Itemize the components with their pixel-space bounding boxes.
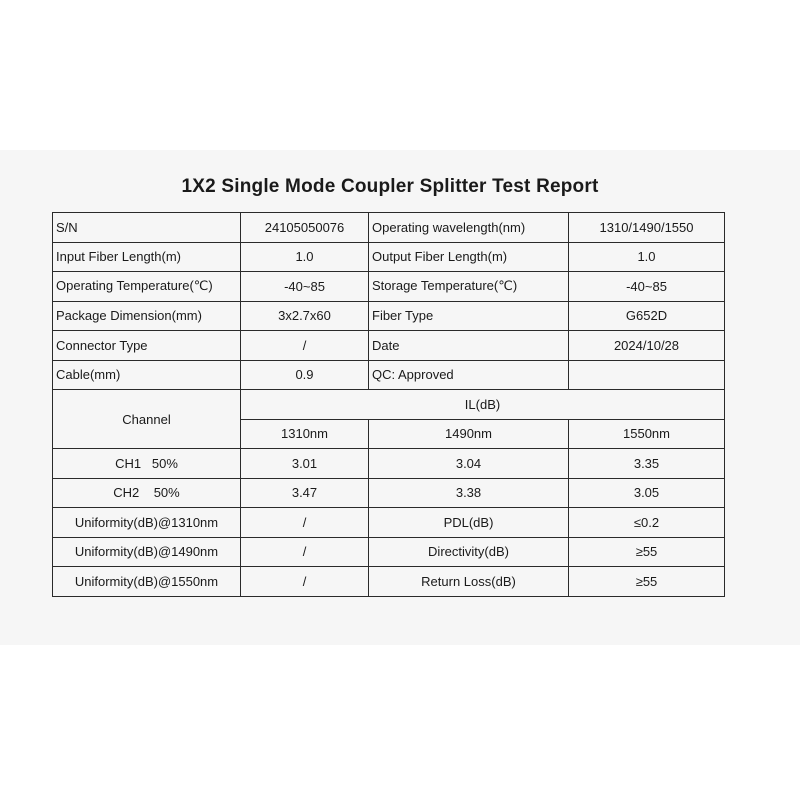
info-row — [53, 301, 725, 331]
uniformity-row — [53, 567, 725, 597]
il-header-row — [53, 390, 725, 420]
channel-row — [53, 478, 725, 508]
uniformity-value: / — [241, 567, 369, 597]
info-label: S/N — [53, 213, 241, 243]
info-value: 3x2.7x60 — [241, 301, 369, 331]
info-label: Package Dimension(mm) — [53, 301, 241, 331]
info-label: Input Fiber Length(m) — [53, 242, 241, 272]
info-value: / — [241, 331, 369, 361]
info-value: 24105050076 — [241, 213, 369, 243]
info-label: Date — [369, 331, 569, 361]
info-label: Storage Temperature(℃) — [369, 272, 569, 302]
channel-name: CH1 50% — [53, 449, 241, 479]
param-label: Directivity(dB) — [369, 537, 569, 567]
il-value: 3.35 — [569, 449, 725, 479]
channel-name: CH2 50% — [53, 478, 241, 508]
info-row — [53, 331, 725, 361]
channel-header: Channel — [53, 390, 241, 449]
il-value: 3.38 — [369, 478, 569, 508]
info-value: -40~85 — [569, 272, 725, 302]
info-row — [53, 213, 725, 243]
uniformity-row — [53, 537, 725, 567]
test-report-table — [52, 212, 725, 597]
uniformity-label: Uniformity(dB)@1550nm — [53, 567, 241, 597]
param-value: ≥55 — [569, 567, 725, 597]
info-row — [53, 360, 725, 390]
il-value: 3.05 — [569, 478, 725, 508]
il-value: 3.01 — [241, 449, 369, 479]
info-label: Operating wavelength(nm) — [369, 213, 569, 243]
param-value: ≤0.2 — [569, 508, 725, 538]
info-label: Operating Temperature(℃) — [53, 272, 241, 302]
info-row — [53, 272, 725, 302]
param-label: PDL(dB) — [369, 508, 569, 538]
info-value: 2024/10/28 — [569, 331, 725, 361]
info-value — [569, 360, 725, 390]
info-label: Output Fiber Length(m) — [369, 242, 569, 272]
uniformity-label: Uniformity(dB)@1310nm — [53, 508, 241, 538]
info-value: 1.0 — [569, 242, 725, 272]
wavelength-header: 1310nm — [241, 419, 369, 449]
info-value: -40~85 — [241, 272, 369, 302]
il-value: 3.04 — [369, 449, 569, 479]
wavelength-header: 1550nm — [569, 419, 725, 449]
il-value: 3.47 — [241, 478, 369, 508]
param-label: Return Loss(dB) — [369, 567, 569, 597]
wavelength-header: 1490nm — [369, 419, 569, 449]
info-label: Cable(mm) — [53, 360, 241, 390]
info-label: Fiber Type — [369, 301, 569, 331]
info-row — [53, 242, 725, 272]
info-value: 1.0 — [241, 242, 369, 272]
uniformity-value: / — [241, 508, 369, 538]
il-header: IL(dB) — [241, 390, 725, 420]
info-value: 1310/1490/1550 — [569, 213, 725, 243]
param-value: ≥55 — [569, 537, 725, 567]
info-value: 0.9 — [241, 360, 369, 390]
report-title: 1X2 Single Mode Coupler Splitter Test Report — [181, 176, 599, 197]
uniformity-value: / — [241, 537, 369, 567]
uniformity-label: Uniformity(dB)@1490nm — [53, 537, 241, 567]
info-value: G652D — [569, 301, 725, 331]
uniformity-row — [53, 508, 725, 538]
info-label: Connector Type — [53, 331, 241, 361]
channel-row — [53, 449, 725, 479]
qc-status: QC: Approved — [369, 360, 569, 390]
